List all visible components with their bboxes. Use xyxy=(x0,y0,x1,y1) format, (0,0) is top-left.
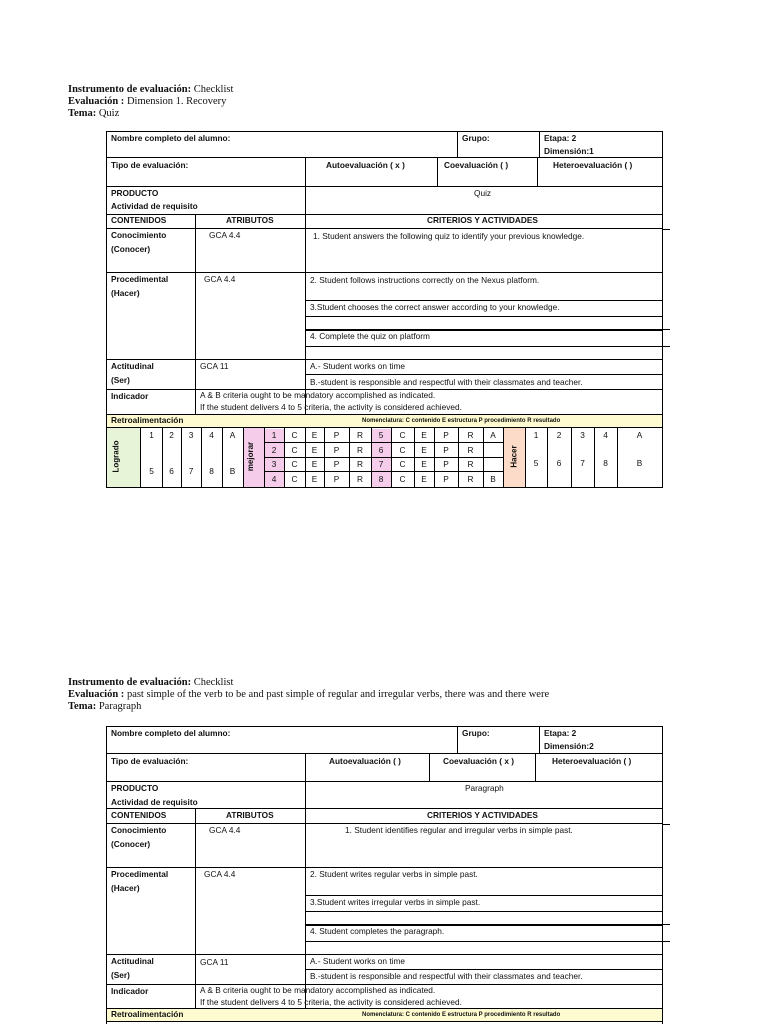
mejorar-label: mejorar xyxy=(246,441,256,472)
criterios-header: CRITERIOS Y ACTIVIDADES xyxy=(427,215,538,225)
grid-cell: E xyxy=(421,430,427,440)
hacer-label: (Hacer) xyxy=(111,288,140,298)
etapa-label: Etapa: 2 xyxy=(544,728,577,738)
producto-value: Paragraph xyxy=(465,783,504,793)
criterio-1: 1. Student identifies regular and irregular verbs in simple past. xyxy=(345,825,573,835)
conocer-label: (Conocer) xyxy=(111,244,151,254)
autoevaluacion: Autoevaluación ( ) xyxy=(329,756,401,766)
grid-cell: 8 xyxy=(378,474,384,484)
grid-cell: C xyxy=(291,444,298,455)
grid-cell: B xyxy=(636,458,643,468)
grid-cell: C xyxy=(399,430,406,440)
grid-cell: R xyxy=(357,459,363,469)
actitudinal-label: Actitudinal xyxy=(111,361,154,371)
indicador-text-1: A & B criteria ought to be mandatory accomplished as indicated. xyxy=(200,390,436,400)
criterio-4: 4. Complete the quiz on platform xyxy=(310,331,430,341)
grid-cell: P xyxy=(443,459,449,469)
conocer-label: (Conocer) xyxy=(111,839,151,849)
grid-cell: P xyxy=(443,474,449,484)
grid-cell: A xyxy=(636,430,643,440)
criterio-3: 3.Student chooses the correct answer according to your knowledge. xyxy=(310,302,560,312)
evaluacion-line: Evaluación : Dimension 1. Recovery xyxy=(68,96,227,107)
indicador-text-2: If the student delivers 4 to 5 criteria, the activity is considered achieved. xyxy=(200,997,462,1007)
grid-cell: A xyxy=(490,430,496,440)
gca-actitudinal: GCA 11 xyxy=(200,957,229,967)
criterio-b: B.-student is responsible and respectful with their classmates and teacher. xyxy=(310,971,583,981)
tipo-label: Tipo de evaluación: xyxy=(111,756,189,766)
grid-cell xyxy=(483,457,503,471)
grid-cell: P xyxy=(333,430,340,440)
indicador-text-2: If the student delivers 4 to 5 criteria, the activity is considered achieved. xyxy=(200,402,462,412)
atributos-header: ATRIBUTOS xyxy=(226,215,274,225)
hacer-label: (Hacer) xyxy=(111,883,140,893)
coevaluacion: Coevaluación ( x ) xyxy=(443,756,515,766)
nombre-label: Nombre completo del alumno: xyxy=(111,133,231,143)
indicador-text-1: A & B criteria ought to be mandatory accomplished as indicated. xyxy=(200,985,436,995)
grid-cell: 3 xyxy=(188,430,194,440)
criterio-a: A.- Student works on time xyxy=(310,956,405,966)
grid-cell xyxy=(483,442,503,457)
grid-cell: 8 xyxy=(209,466,214,476)
grid-cell: 7 xyxy=(188,466,194,476)
gca-procedimental: GCA 4.4 xyxy=(204,869,236,879)
grid-cell: R xyxy=(467,459,474,469)
autoevaluacion: Autoevaluación ( x ) xyxy=(326,160,405,170)
atributos-header: ATRIBUTOS xyxy=(226,810,274,820)
grid-cell: P xyxy=(333,444,340,455)
instrumento-line: Instrumento de evaluación: Checklist xyxy=(68,677,234,688)
gca-conocimiento: GCA 4.4 xyxy=(209,230,241,240)
nomenclatura: Nomenclatura: C contenido E estructura P procedimiento R resultado xyxy=(362,1012,561,1018)
grid-cell: E xyxy=(421,474,427,484)
grid-cell: R xyxy=(357,444,363,455)
grupo-label: Grupo: xyxy=(462,728,490,738)
actividad-label: Actividad de requisito xyxy=(111,201,198,211)
grid-cell: R xyxy=(357,430,363,440)
procedimental-label: Procedimental xyxy=(111,274,169,284)
grupo-label: Grupo: xyxy=(462,133,490,143)
grid-cell: P xyxy=(333,459,340,469)
heteroevaluacion: Heteroevaluación ( ) xyxy=(553,160,633,170)
grid-cell: C xyxy=(399,459,406,469)
grid-cell: 2 xyxy=(271,444,277,455)
grid-cell: R xyxy=(467,444,474,455)
grid-cell: E xyxy=(311,474,318,484)
producto-label: PRODUCTO xyxy=(111,188,159,198)
grid-cell: E xyxy=(421,444,427,455)
indicador-label: Indicador xyxy=(111,986,149,996)
criterio-2: 2. Student writes regular verbs in simple past. xyxy=(310,869,478,879)
grid-cell: P xyxy=(443,430,449,440)
heteroevaluacion: Heteroevaluación ( ) xyxy=(552,756,632,766)
grid-cell: 5 xyxy=(149,466,154,476)
contenidos-header: CONTENIDOS xyxy=(111,810,167,820)
grid-cell: 3 xyxy=(580,430,585,440)
grid-cell: E xyxy=(421,459,427,469)
grid-cell: 8 xyxy=(603,458,608,468)
grid-cell: 7 xyxy=(378,459,384,469)
criterio-2: 2. Student follows instructions correctly on the Nexus platform. xyxy=(310,275,540,285)
grid-cell: P xyxy=(333,474,340,484)
grid-cell: 1 xyxy=(149,430,154,440)
indicador-label: Indicador xyxy=(111,391,149,401)
retro-label: Retroalimentación xyxy=(111,1009,184,1019)
grid-cell: 6 xyxy=(378,444,384,455)
grid-cell: P xyxy=(443,444,449,455)
gca-conocimiento: GCA 4.4 xyxy=(209,825,241,835)
criterios-header: CRITERIOS Y ACTIVIDADES xyxy=(427,810,538,820)
grid-cell: C xyxy=(291,459,298,469)
grid-cell: 2 xyxy=(169,430,174,440)
grid-cell: 6 xyxy=(556,458,562,468)
grid-cell: C xyxy=(399,444,406,455)
grid-cell: 1 xyxy=(533,430,539,440)
grid-cell: 4 xyxy=(209,430,214,440)
contenidos-header: CONTENIDOS xyxy=(111,215,167,225)
tipo-label: Tipo de evaluación: xyxy=(111,160,189,170)
dimension-label: Dimensión:2 xyxy=(544,741,594,751)
ser-label: (Ser) xyxy=(111,970,130,980)
grid-cell: 6 xyxy=(169,466,174,476)
grid-cell: 7 xyxy=(580,458,585,468)
grid-cell: 4 xyxy=(271,474,277,484)
grid-cell: 5 xyxy=(533,458,539,468)
evaluacion-line: Evaluación : past simple of the verb to be and past simple of regular and irregular verbs, there was and there were xyxy=(68,689,550,700)
tema-line: Tema: Quiz xyxy=(68,108,120,119)
grid-cell: R xyxy=(467,474,474,484)
ser-label: (Ser) xyxy=(111,375,130,385)
dimension-label: Dimensión:1 xyxy=(544,146,594,156)
grid-cell: E xyxy=(311,459,318,469)
hacer-column-label: Hacer xyxy=(509,445,519,468)
etapa-label: Etapa: 2 xyxy=(544,133,577,143)
producto-label: PRODUCTO xyxy=(111,783,159,793)
actitudinal-label: Actitudinal xyxy=(111,956,154,966)
grid-cell: 1 xyxy=(271,430,277,440)
nomenclatura: Nomenclatura: C contenido E estructura P procedimiento R resultado xyxy=(362,418,561,424)
nombre-label: Nombre completo del alumno: xyxy=(111,728,231,738)
criterio-4: 4. Student completes the paragraph. xyxy=(310,926,445,936)
instrumento-line: Instrumento de evaluación: Checklist xyxy=(68,84,234,95)
tema-line: Tema: Paragraph xyxy=(68,701,142,712)
grid-cell: E xyxy=(311,444,318,455)
gca-actitudinal: GCA 11 xyxy=(200,361,229,371)
conocimiento-label: Conocimiento xyxy=(111,825,167,835)
grid-cell: B xyxy=(490,474,496,484)
producto-value: Quiz xyxy=(474,188,492,198)
grid-cell: C xyxy=(291,474,298,484)
logrado-label: Logrado xyxy=(111,440,121,473)
criterio-a: A.- Student works on time xyxy=(310,361,405,371)
criterio-3: 3.Student writes irregular verbs in simple past. xyxy=(310,897,481,907)
criterio-b: B.-student is responsible and respectful with their classmates and teacher. xyxy=(310,377,583,387)
procedimental-label: Procedimental xyxy=(111,869,169,879)
grid-cell: A xyxy=(229,430,236,440)
grid-cell: C xyxy=(399,474,406,484)
criterio-1: 1. Student answers the following quiz to identify your previous knowledge. xyxy=(313,231,585,241)
grid-cell: 3 xyxy=(271,459,277,469)
coevaluacion: Coevaluación ( ) xyxy=(444,160,509,170)
grid-cell: R xyxy=(467,430,474,440)
grid-cell: E xyxy=(311,430,318,440)
grid-cell: 5 xyxy=(378,430,384,440)
retro-label: Retroalimentación xyxy=(111,415,184,425)
grid-cell: 4 xyxy=(603,430,608,440)
grid-cell: B xyxy=(229,466,236,476)
grid-cell: R xyxy=(357,474,363,484)
grid-cell: C xyxy=(291,430,298,440)
actividad-label: Actividad de requisito xyxy=(111,797,198,807)
conocimiento-label: Conocimiento xyxy=(111,230,167,240)
gca-procedimental: GCA 4.4 xyxy=(204,274,236,284)
grid-cell: 2 xyxy=(556,430,562,440)
